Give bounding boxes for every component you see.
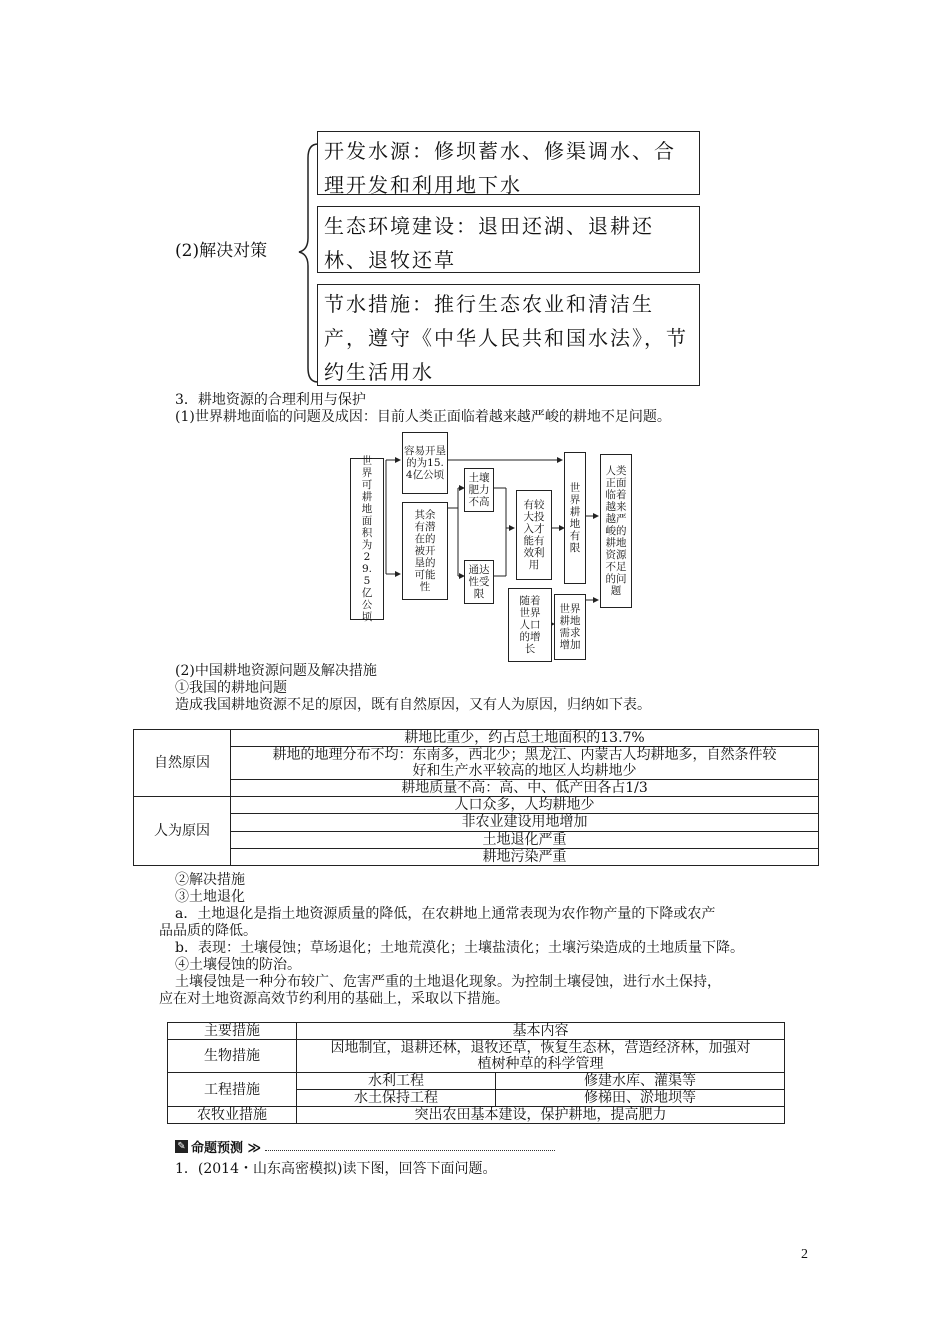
agri-measure-label: 农牧业措施 [168,1107,297,1124]
forecast-header [175,1137,555,1156]
node-investment: 有较大投入才能有效利用 [516,490,552,580]
table-row [134,780,819,797]
table-cell: 耕地质量不高：高、中、低产田各占1/3 [231,780,819,797]
solution-box-water-saving: 节水措施：推行生态农业和清洁生产，遵守《中华人民共和国水法》，节约生活用水 [317,284,700,386]
table-cell: 耕地污染严重 [231,848,819,865]
header-cell: 主要措施 [168,1023,297,1040]
bio-measure-label: 生物措施 [168,1040,297,1073]
node-soil-fertility: 土壤肥力不高 [464,468,494,512]
heading-3: 3．耕地资源的合理利用与保护 [175,392,366,408]
bio-measure-content [297,1040,785,1073]
table-row [168,1107,785,1124]
question-1: 1．(2014・山东高密模拟)读下图，回答下面问题。 [175,1161,497,1177]
flow-diagram [340,428,640,664]
agri-measure-content: 突出农田基本建设，保护耕地，提高肥力 [297,1107,785,1124]
node-demand: 世界耕地需求增加 [554,594,586,660]
sub-heading-2: (2)中国耕地资源问题及解决措施 [175,663,377,679]
sub-heading-2-2: ②解决措施 [175,872,245,888]
sub-heading-2-4: ④土壤侵蚀的防治。 [175,957,301,973]
diagram-connectors [340,428,640,664]
sub-heading-1: (1)世界耕地面临的问题及成因：目前人类正面临着越来越严峻的耕地不足问题。 [175,409,671,425]
node-limited: 世界耕地有限 [564,452,586,584]
table-cell: 非农业建设用地增加 [231,814,819,831]
solution-box-water-source: 开发水源：修坝蓄水、修渠调水、合理开发和利用地下水 [317,131,700,195]
table-row [168,1040,785,1073]
sub-heading-2-1: ①我国的耕地问题 [175,680,287,696]
paragraph-a-line1: a．土地退化是指土地资源质量的降低，在农耕地上通常表现为农作物产量的下降或农产 [175,906,716,922]
paragraph-c-line1: 土壤侵蚀是一种分布较广、危害严重的土地退化现象。为控制土壤侵蚀，进行水土保持， [175,974,721,990]
table-row [134,848,819,865]
table-row [134,747,819,764]
bio-content-line: 因地制宜，退耕还林，退牧还草，恢复生态林，营造经济林，加强对 [330,1040,751,1056]
node-result: 人类正面临着越来越严峻的耕地资源不足的问题 [600,454,632,608]
table-row [168,1023,785,1040]
table-row [134,814,819,831]
eng-measure-label: 工程措施 [168,1073,297,1107]
paragraph-a-line2: 品品质的降低。 [159,923,257,939]
table-cell: 耕地比重少，约占总土地面积的13.7% [231,730,819,747]
table-cell: 水利工程 [297,1073,496,1090]
paragraph-b: b．表现：土壤侵蚀；草场退化；土地荒漠化；土壤盐渍化；土壤污染造成的土地质量下降。 [175,940,744,956]
table-cell: 耕地的地理分布不均：东南多，西北少；黑龙江、内蒙古人均耕地多，自然条件较 [231,747,819,764]
sub-heading-2-3: ③土地退化 [175,889,245,905]
table-row [134,797,819,814]
node-easy-reclaim: 容易开垦的为15.4亿公顷 [402,432,448,494]
table-cell: 修梯田、淤地坝等 [496,1090,785,1107]
intro-text: 造成我国耕地资源不足的原因，既有自然原因，又有人为原因，归纳如下表。 [175,697,651,713]
node-world-land: 世界可耕地面积为29.5亿公顷 [350,458,384,620]
table-cell: 修建水库、灌渠等 [496,1073,785,1090]
pencil-icon: ✎ [175,1140,188,1153]
table-cell: 土地退化严重 [231,831,819,848]
measures-table [167,1022,785,1124]
table-cell: 好和生产水平较高的地区人均耕地少 [231,763,819,780]
table-row [134,730,819,747]
page-number: 2 [801,1247,808,1262]
causes-table [133,729,819,866]
natural-cause-label: 自然原因 [134,730,231,797]
node-potential: 其余有潜在的被开垦的可能性 [402,502,448,600]
table-row [168,1073,785,1090]
solution-box-ecology: 生态环境建设：退田还湖、退耕还林、退牧还草 [317,206,700,273]
table-cell: 水土保持工程 [297,1090,496,1107]
node-population: 随着世界人口的增长 [508,588,552,662]
table-row [134,831,819,848]
header-cell: 基本内容 [297,1023,785,1040]
dotted-divider [265,1142,555,1151]
human-cause-label: 人为原因 [134,797,231,866]
forecast-label: 命题预测 ≫ [191,1141,262,1156]
solutions-label: (2)解决对策 [175,241,268,261]
node-accessibility: 通达性受限 [464,560,494,604]
table-row [134,763,819,780]
paragraph-c-line2: 应在对土地资源高效节约利用的基础上，采取以下措施。 [159,991,509,1007]
bio-content-line: 植树种草的科学管理 [477,1056,604,1072]
table-cell: 人口众多，人均耕地少 [231,797,819,814]
